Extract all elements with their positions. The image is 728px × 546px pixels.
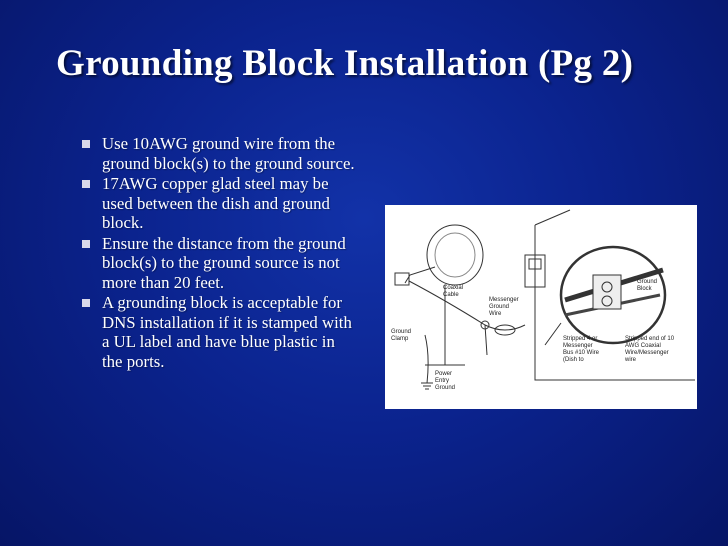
label-strip-left-line2: Messenger [563,343,593,349]
label-strip-left-line4: (Dish to [563,357,584,363]
bullet-text: Use 10AWG ground wire from the ground block(s) to the ground source. [102,134,355,173]
label-ground-block-line2: Block [637,286,652,292]
square-bullet-icon [82,180,90,188]
ground-symbol-icon [421,383,433,389]
label-ground-clamp-line1: Ground [391,329,412,335]
square-bullet-icon [82,140,90,148]
dish-inner [435,233,475,277]
slide-title: Grounding Block Installation (Pg 2) [56,43,634,84]
square-bullet-icon [82,299,90,307]
label-strip-right-line3: Wire/Messenger [625,350,669,356]
label-strip-right-line2: AWG Coaxial [625,343,661,349]
bullet-text: A grounding block is acceptable for DNS installation if it is stamped with a UL label and have blue plastic in the ports. [102,293,352,371]
bullet-item [78,174,358,233]
ground-wire [485,325,487,355]
bullet-text: Ensure the distance from the ground block(s) to the ground source is not more than 20 feet. [102,233,346,292]
label-strip-right-line1: Stripped end of 10 [625,336,675,342]
label-ground-block-line1: Ground [637,279,658,285]
label-messenger-line3: Wire [489,311,502,317]
bullet-item [78,293,358,371]
ground-rod-wire [425,335,428,383]
label-strip-left-line3: Bus #10 Wire [563,350,600,356]
bullet-text: 17AWG copper glad steel may be used between the dish and ground block. [102,174,330,232]
label-ground-clamp-line2: Clamp [391,336,409,342]
label-coaxial-line2: Cable [443,292,459,298]
label-strip-right-line4: wire [625,357,637,363]
installation-diagram [385,205,697,409]
label-coaxial-line1: Coaxial [443,285,464,291]
label-power-entry-line3: Ground [435,385,456,391]
lnb-icon [395,273,409,285]
label-messenger-line2: Ground [489,304,510,310]
square-bullet-icon [82,240,90,248]
label-power-entry-line2: Entry [435,378,450,384]
bullet-item [78,234,358,293]
roof-edge [535,210,570,225]
label-messenger-line1: Messenger [489,297,519,303]
callout-leader [545,323,561,345]
label-strip-left-line1: Stripped 4 or [563,336,598,342]
bullet-list [78,134,358,372]
bullet-item [78,134,358,173]
label-power-entry-line1: Power [435,371,453,377]
installation-diagram-svg [385,205,697,409]
